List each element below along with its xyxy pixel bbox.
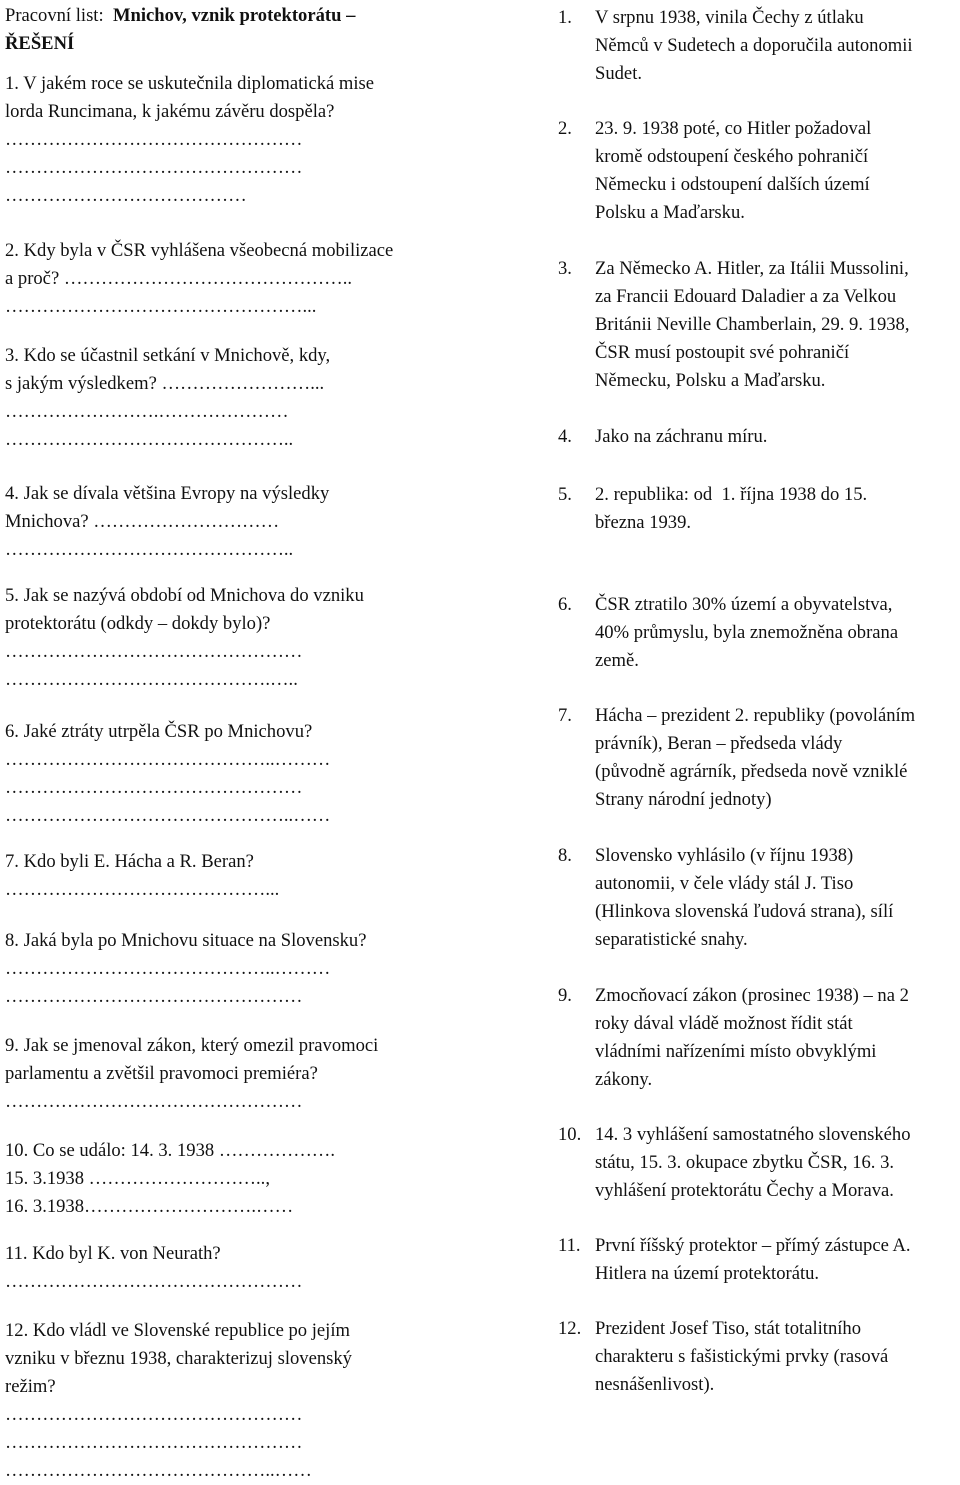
answer-text: Německu, Polsku a Maďarsku. [595,370,826,391]
answer-text: státu, 15. 3. okupace zbytku ČSR, 16. 3. [595,1152,895,1173]
question-item [5,927,366,1011]
answer-blank: ………………………………………… [5,641,303,662]
answer-item [558,423,767,451]
title-prefix: Pracovní list: [5,5,113,26]
question-text: a proč? ……………………………………….. [5,268,353,289]
answer-item [558,1121,911,1205]
answer-item [558,982,909,1094]
answer-item [558,481,867,537]
answer-blank: ………………………………………… [5,1271,303,1292]
answer-text: 40% průmyslu, byla znemožněna obrana [595,622,899,643]
answer-number: 8. [558,845,572,866]
answer-text: Slovensko vyhlásilo (v říjnu 1938) [595,845,854,866]
answer-item [558,255,910,395]
answer-text: V srpnu 1938, vinila Čechy z útlaku [595,7,864,28]
question-text: protektorátu (odkdy – dokdy bylo)? [5,613,271,634]
answer-blank: ………………………………………… [5,986,303,1007]
answer-blank: ………………………………………… [5,1432,303,1453]
answer-item [558,1315,888,1399]
question-item [5,237,393,321]
answer-text: 2. republika: od 1. října 1938 do 15. [595,484,868,505]
question-item [5,1240,303,1296]
answer-blank: ……………………………………..…… [5,1460,312,1481]
answer-text: Hácha – prezident 2. republiky (povoláním [595,705,916,726]
question-text: 16. 3.1938……………………….…… [5,1196,294,1217]
answer-number: 10. [558,1124,582,1145]
answer-text: Polsku a Maďarsku. [595,202,745,223]
question-item [5,1317,352,1485]
question-item [5,1137,335,1221]
answer-blank: …………………….………………… [5,401,289,422]
question-text: 12. Kdo vládl ve Slovenské republice po jejím [5,1320,350,1341]
answer-number: 2. [558,118,572,139]
answer-text: Jako na záchranu míru. [595,426,768,447]
answer-text: Británii Neville Chamberlain, 29. 9. 1938, [595,314,910,335]
answer-text: března 1939. [595,512,692,533]
question-text: vzniku v březnu 1938, charakterizuj slovenský [5,1348,352,1369]
answer-blank: ………………………………………… [5,129,303,150]
question-text: lorda Runcimana, k jakému závěru dospěla? [5,101,335,122]
answer-text: právník), Beran – předseda vlády [595,733,843,754]
question-text: 15. 3.1938 ……………………….., [5,1168,270,1189]
question-text: 5. Jak se nazývá období od Mnichova do vzniku [5,585,364,606]
question-text: 4. Jak se dívala většina Evropy na výsledky [5,483,330,504]
question-item [5,582,364,694]
answer-text: První říšský protektor – přímý zástupce A. [595,1235,911,1256]
answer-text: (Hlinkova slovenská ľudová strana), sílí [595,901,894,922]
answer-number: 9. [558,985,572,1006]
question-text: 7. Kdo byli E. Hácha a R. Beran? [5,851,254,872]
question-text: parlamentu a zvětšil pravomoci premiéra? [5,1063,318,1084]
answer-item [558,591,898,675]
answer-text: za Francii Edouard Daladier a za Velkou [595,286,897,307]
answer-item [558,115,871,227]
worksheet-title [5,2,445,30]
answer-text: Zmocňovací zákon (prosinec 1938) – na 2 [595,985,909,1006]
answer-blank: ………………………………………… [5,1404,303,1425]
answer-text: nesnášenlivost). [595,1374,715,1395]
answer-number: 7. [558,705,572,726]
answer-text: roky dával vládě možnost řídit stát [595,1013,853,1034]
answer-text: Německu i odstoupení dalších území [595,174,870,195]
answer-text: Strany národní jednoty) [595,789,772,810]
question-text: Mnichova? ………………………… [5,511,280,532]
answer-item [558,4,913,88]
answer-blank: …………………………………………... [5,296,317,317]
question-text: 9. Jak se jmenoval zákon, který omezil pravomoci [5,1035,379,1056]
answer-text: země. [595,650,639,671]
answer-number: 3. [558,258,572,279]
question-text: režim? [5,1376,56,1397]
answer-text: Hitlera na území protektorátu. [595,1263,820,1284]
answer-text: Za Německo A. Hitler, za Itálii Mussolini, [595,258,909,279]
answer-text: kromě odstoupení českého pohraničí [595,146,869,167]
question-text: 6. Jaké ztráty utrpěla ČSR po Mnichovu? [5,721,313,742]
answer-number: 4. [558,426,572,447]
answer-text: 14. 3 vyhlášení samostatného slovenského [595,1124,911,1145]
answer-blank: ………………………………………… [5,777,303,798]
answer-text: vyhlášení protektorátu Čechy a Morava. [595,1180,894,1201]
question-item [5,848,279,904]
answer-text: Sudet. [595,63,643,84]
answer-item [558,842,893,954]
answer-blank: ……………………………………... [5,879,280,900]
answer-text: separatistické snahy. [595,929,748,950]
answer-text: ČSR ztratilo 30% území a obyvatelstva, [595,594,893,615]
question-item [5,1032,378,1116]
answer-number: 1. [558,7,572,28]
question-text: 3. Kdo se účastnil setkání v Mnichově, kdy, [5,345,331,366]
answer-blank: ………………………………… [5,185,247,206]
answer-text: vládními nařízeními místo obvyklými [595,1041,877,1062]
question-text: 2. Kdy byla v ČSR vyhlášena všeobecná mobilizace [5,240,394,261]
title-topic: Mnichov, vznik protektorátu – [112,5,356,26]
answer-number: 6. [558,594,572,615]
answer-blank: ………………………………………..…… [5,805,331,826]
answer-blank: ………………………………………… [5,157,303,178]
answer-text: Prezident Josef Tiso, stát totalitního [595,1318,861,1339]
answer-item [558,702,915,814]
title-solution: ŘEŠENÍ [5,33,75,54]
answer-text: Němců v Sudetech a doporučila autonomii [595,35,913,56]
questions-column [5,2,445,1481]
answer-text: 23. 9. 1938 poté, co Hitler požadoval [595,118,872,139]
answer-text: autonomii, v čele vlády stál J. Tiso [595,873,854,894]
answer-item [558,1232,911,1288]
answer-text: zákony. [595,1069,653,1090]
answer-number: 12. [558,1318,582,1339]
question-text: 10. Co se událo: 14. 3. 1938 ………………. [5,1140,336,1161]
answer-blank: ………………………………………… [5,1091,303,1112]
answer-blank: …………………………………….….. [5,669,298,690]
answer-blank: ……………………………………..……… [5,958,331,979]
question-item [5,718,330,830]
answer-text: ČSR musí postoupit své pohraničí [595,342,850,363]
question-item [5,342,330,454]
question-text: s jakým výsledkem? ……………………... [5,373,325,394]
answer-number: 5. [558,484,572,505]
question-text: 8. Jaká byla po Mnichovu situace na Slovensku? [5,930,367,951]
answer-blank: ……………………………………….. [5,539,294,560]
question-item [5,480,329,564]
answer-blank: ……………………………………….. [5,429,294,450]
answer-text: (původně agrárník, předseda nově vzniklé [595,761,908,782]
answer-number: 11. [558,1235,581,1256]
question-text: 11. Kdo byl K. von Neurath? [5,1243,221,1264]
answer-blank: ……………………………………..……… [5,749,331,770]
question-text: 1. V jakém roce se uskutečnila diplomatická mise [5,73,375,94]
answer-text: charakteru s fašistickými prvky (rasová [595,1346,889,1367]
question-item [5,70,374,210]
